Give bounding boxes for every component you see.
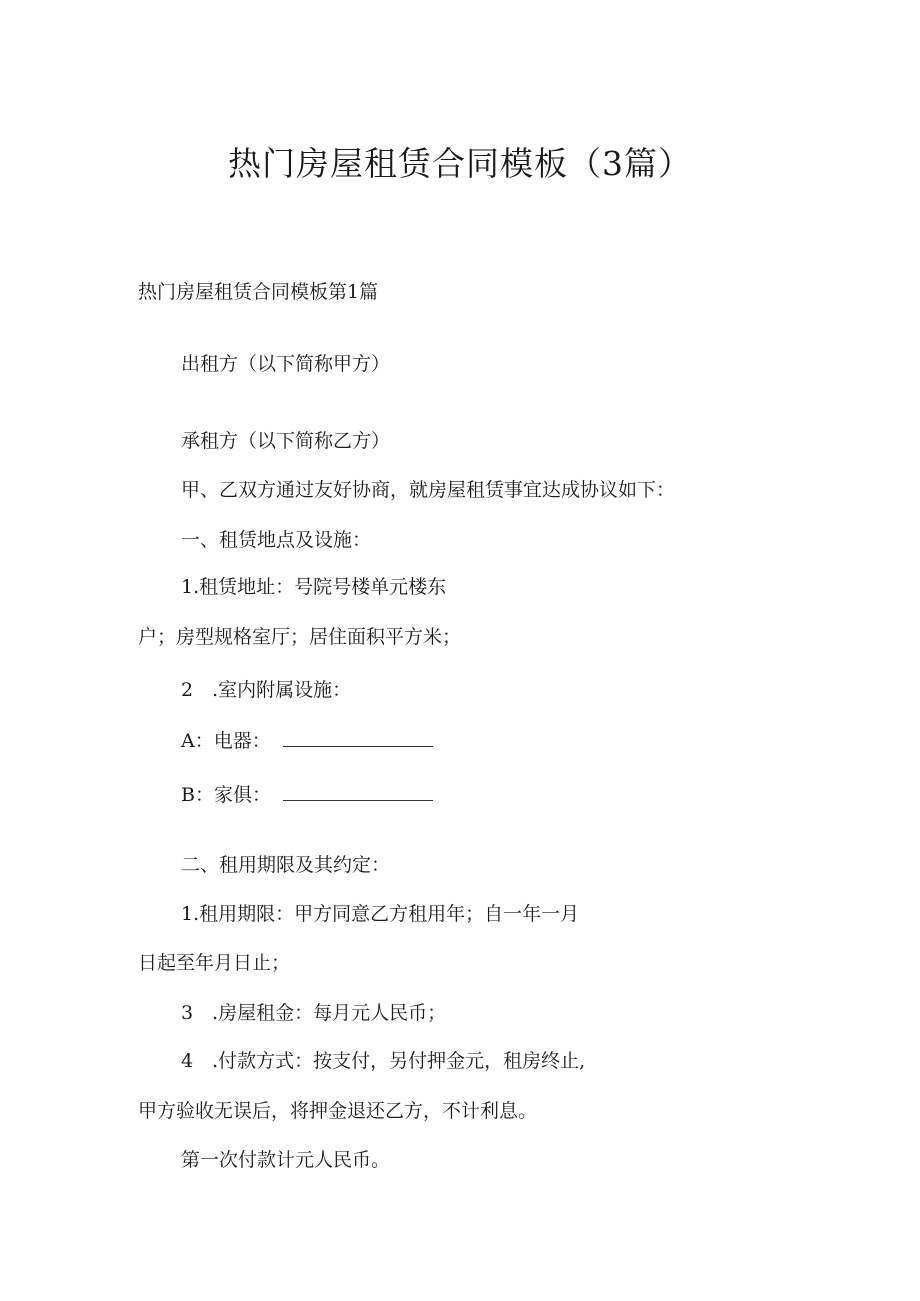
term-item4-payment: 4 .付款方式：按支付，另付押金元，租房终止, — [181, 1050, 586, 1072]
lessee-line: 承租方（以下简称乙方） — [181, 430, 391, 452]
lessor-line: 出租方（以下简称甲方） — [181, 353, 391, 375]
term-item1: 1.租用期限：甲方同意乙方租用年；自一年一月 — [181, 903, 580, 925]
item2-facilities: 2 .室内附属设施： — [181, 679, 352, 701]
facility-b-blank-line — [283, 786, 433, 801]
term-item1-continued: 日起至年月日止； — [138, 952, 291, 974]
item1-address-continued: 户；房型规格室厅；居住面积平方米； — [138, 626, 462, 648]
facility-a-blank-line — [283, 732, 433, 747]
section-heading: 热门房屋租赁合同模板第1篇 — [138, 281, 379, 303]
term-item4-continued: 甲方验收无误后，将押金退还乙方，不计利息。 — [138, 1100, 538, 1122]
part2-heading: 二、租用期限及其约定： — [181, 854, 391, 876]
intro-paragraph: 甲、乙双方通过友好协商，就房屋租赁事宜达成协议如下： — [181, 479, 676, 501]
first-payment-line: 第一次付款计元人民币。 — [181, 1149, 391, 1171]
item1-address: 1.租赁地址：号院号楼单元楼东 — [181, 576, 447, 598]
facility-a-label: A：电器： — [181, 730, 271, 752]
facility-a-row — [181, 726, 433, 753]
facility-b-row — [181, 780, 433, 807]
document-title: 热门房屋租赁合同模板（3篇） — [228, 144, 692, 183]
part1-heading: 一、租赁地点及设施： — [181, 529, 372, 551]
term-item3-rent: 3 .房屋租金：每月元人民币； — [181, 1002, 447, 1024]
facility-b-label: B：家俱： — [181, 784, 271, 806]
